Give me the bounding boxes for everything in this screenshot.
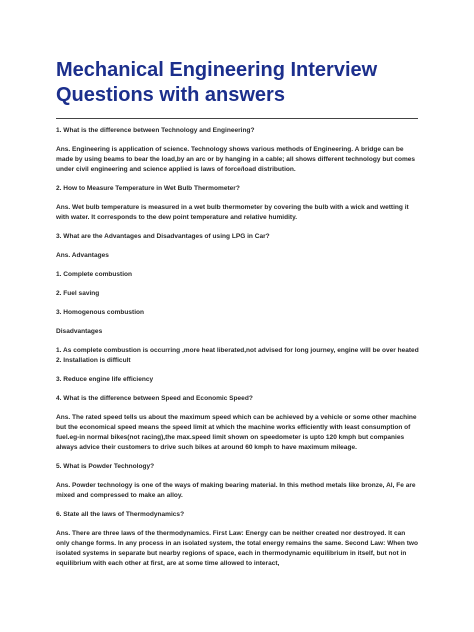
title-divider bbox=[56, 118, 418, 119]
question-1: 1. What is the difference between Technology and Engineering? bbox=[56, 127, 255, 134]
question-6: 6. State all the laws of Thermodynamics? bbox=[56, 511, 185, 518]
question-2: 2. How to Measure Temperature in Wet Bulb Thermometer? bbox=[56, 185, 240, 192]
question-5: 5. What is Powder Technology? bbox=[56, 463, 155, 470]
answer-5: Ans. Powder technology is one of the ways of making bearing material. In this method metals like bronze, Al, Fe are mixed and compressed to make an alloy. bbox=[56, 482, 416, 499]
document-body bbox=[56, 126, 420, 578]
advantage-1: 1. Complete combustion bbox=[56, 271, 133, 278]
advantage-2: 2. Fuel saving bbox=[56, 290, 100, 297]
question-3: 3. What are the Advantages and Disadvantages of using LPG in Car? bbox=[56, 233, 270, 240]
document-title: Mechanical Engineering Interview Questions with answers bbox=[56, 59, 378, 106]
answer-4: Ans. The rated speed tells us about the maximum speed which can be achieved by a vehicle or some other machine but the economical speed means the speed limit at which the machine works efficiently with least consumption of fuel.eg-in normal bikes(not racing),the max.speed limit shown on speedometer is upto 120 kmph but companies always advice their customers to drive such bikes at around 60 kmph to have maximum mileage. bbox=[56, 414, 417, 451]
disadvantages-heading: Disadvantages bbox=[56, 328, 103, 335]
answer-2: Ans. Wet bulb temperature is measured in a wet bulb thermometer by covering the bulb with a wick and wetting it with water. It corresponds to the dew point temperature and relative humidity. bbox=[56, 204, 409, 221]
disadvantage-3: 3. Reduce engine life efficiency bbox=[56, 376, 154, 383]
disadvantage-1-2: 1. As complete combustion is occurring ,more heat liberated,not advised for long journey, engine will be over heated 2. Installation is difficult bbox=[56, 347, 419, 364]
answer-1: Ans. Engineering is application of science. Technology shows various methods of Engineering. A bridge can be made by using beams to bear the load,by an arc or by hanging in a cable; all shows different technology but comes under civil engineering and science applied is laws of force/load distribution. bbox=[56, 146, 416, 173]
question-4: 4. What is the difference between Speed and Economic Speed? bbox=[56, 395, 253, 402]
answer-6: Ans. There are three laws of the thermodynamics. First Law: Energy can be neither created nor destroyed. It can only change forms. In any process in an isolated system, the total energy remains the same. Second Law: When two isolated systems in separate but nearby regions of space, each in thermodynamic equilibrium in itself, but not in equilibrium with each other at first, are at some time allowed to interact, bbox=[56, 530, 418, 567]
advantage-3: 3. Homogenous combustion bbox=[56, 309, 145, 316]
answer-3-heading: Ans. Advantages bbox=[56, 252, 109, 259]
